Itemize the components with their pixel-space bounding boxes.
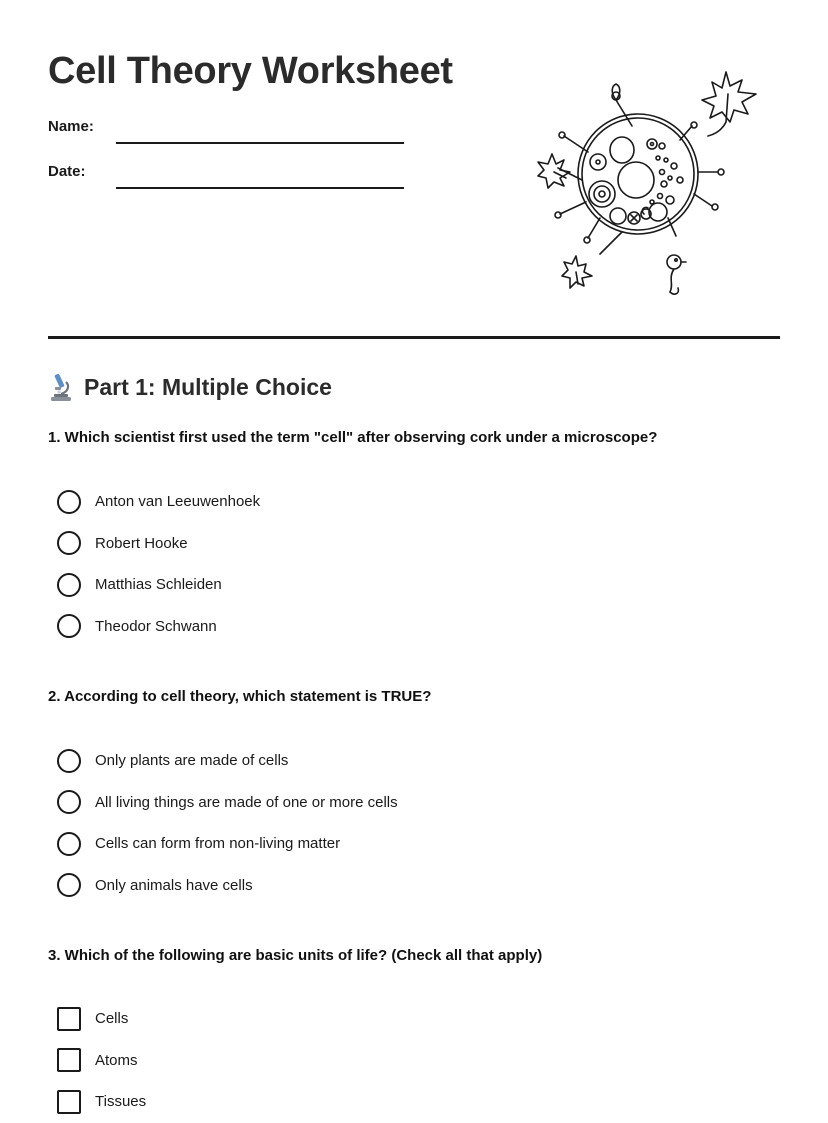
option-label: Cells [95, 1010, 129, 1028]
option-matthias-schleiden[interactable] [57, 564, 260, 606]
radio-button[interactable] [57, 614, 81, 638]
section-title: Part 1: Multiple Choice [84, 373, 332, 400]
radio-button[interactable] [57, 832, 81, 856]
cell-illustration-icon [530, 68, 770, 304]
date-label: Date: [48, 163, 86, 180]
option-label: Only plants are made of cells [95, 752, 289, 770]
option-label: Cells can form from non-living matter [95, 835, 341, 853]
radio-button[interactable] [57, 790, 81, 814]
header-divider [48, 336, 780, 339]
name-field [48, 118, 404, 136]
option-label: Only animals have cells [95, 876, 253, 894]
date-field [48, 163, 404, 181]
question-2: 2. According to cell theory, which statement is TRUE? [48, 688, 432, 705]
option-label: Matthias Schleiden [95, 576, 222, 594]
option-tissues[interactable] [57, 1081, 146, 1123]
option-non-living-matter[interactable] [57, 823, 398, 865]
radio-button[interactable] [57, 531, 81, 555]
question-2-options [57, 740, 398, 906]
option-theodor-schwann[interactable] [57, 606, 260, 648]
name-input-line[interactable] [116, 142, 404, 144]
option-only-plants[interactable] [57, 740, 398, 782]
question-3: 3. Which of the following are basic units of life? (Check all that apply) [48, 947, 543, 964]
option-label: All living things are made of one or more cells [95, 793, 398, 811]
checkbox[interactable] [57, 1090, 81, 1114]
radio-button[interactable] [57, 490, 81, 514]
option-cells[interactable] [57, 998, 146, 1040]
option-only-animals[interactable] [57, 865, 398, 907]
option-label: Tissues [95, 1093, 147, 1111]
option-label: Anton van Leeuwenhoek [95, 493, 261, 511]
question-1: 1. Which scientist first used the term "cell" after observing cork under a microscope? [48, 429, 658, 446]
microscope-icon [48, 372, 74, 402]
option-robert-hooke[interactable] [57, 523, 260, 565]
radio-button[interactable] [57, 749, 81, 773]
radio-button[interactable] [57, 573, 81, 597]
radio-button[interactable] [57, 873, 81, 897]
option-label: Theodor Schwann [95, 617, 217, 635]
checkbox[interactable] [57, 1007, 81, 1031]
question-3-options [57, 998, 146, 1123]
option-anton-van-leeuwenhoek[interactable] [57, 481, 260, 523]
name-label: Name: [48, 118, 94, 135]
option-all-living-things[interactable] [57, 782, 398, 824]
page-title: Cell Theory Worksheet [48, 50, 453, 92]
option-label: Robert Hooke [95, 534, 188, 552]
question-1-options [57, 481, 260, 647]
option-atoms[interactable] [57, 1040, 146, 1082]
option-label: Atoms [95, 1051, 138, 1069]
date-input-line[interactable] [116, 187, 404, 189]
part1-header [48, 372, 332, 402]
checkbox[interactable] [57, 1048, 81, 1072]
